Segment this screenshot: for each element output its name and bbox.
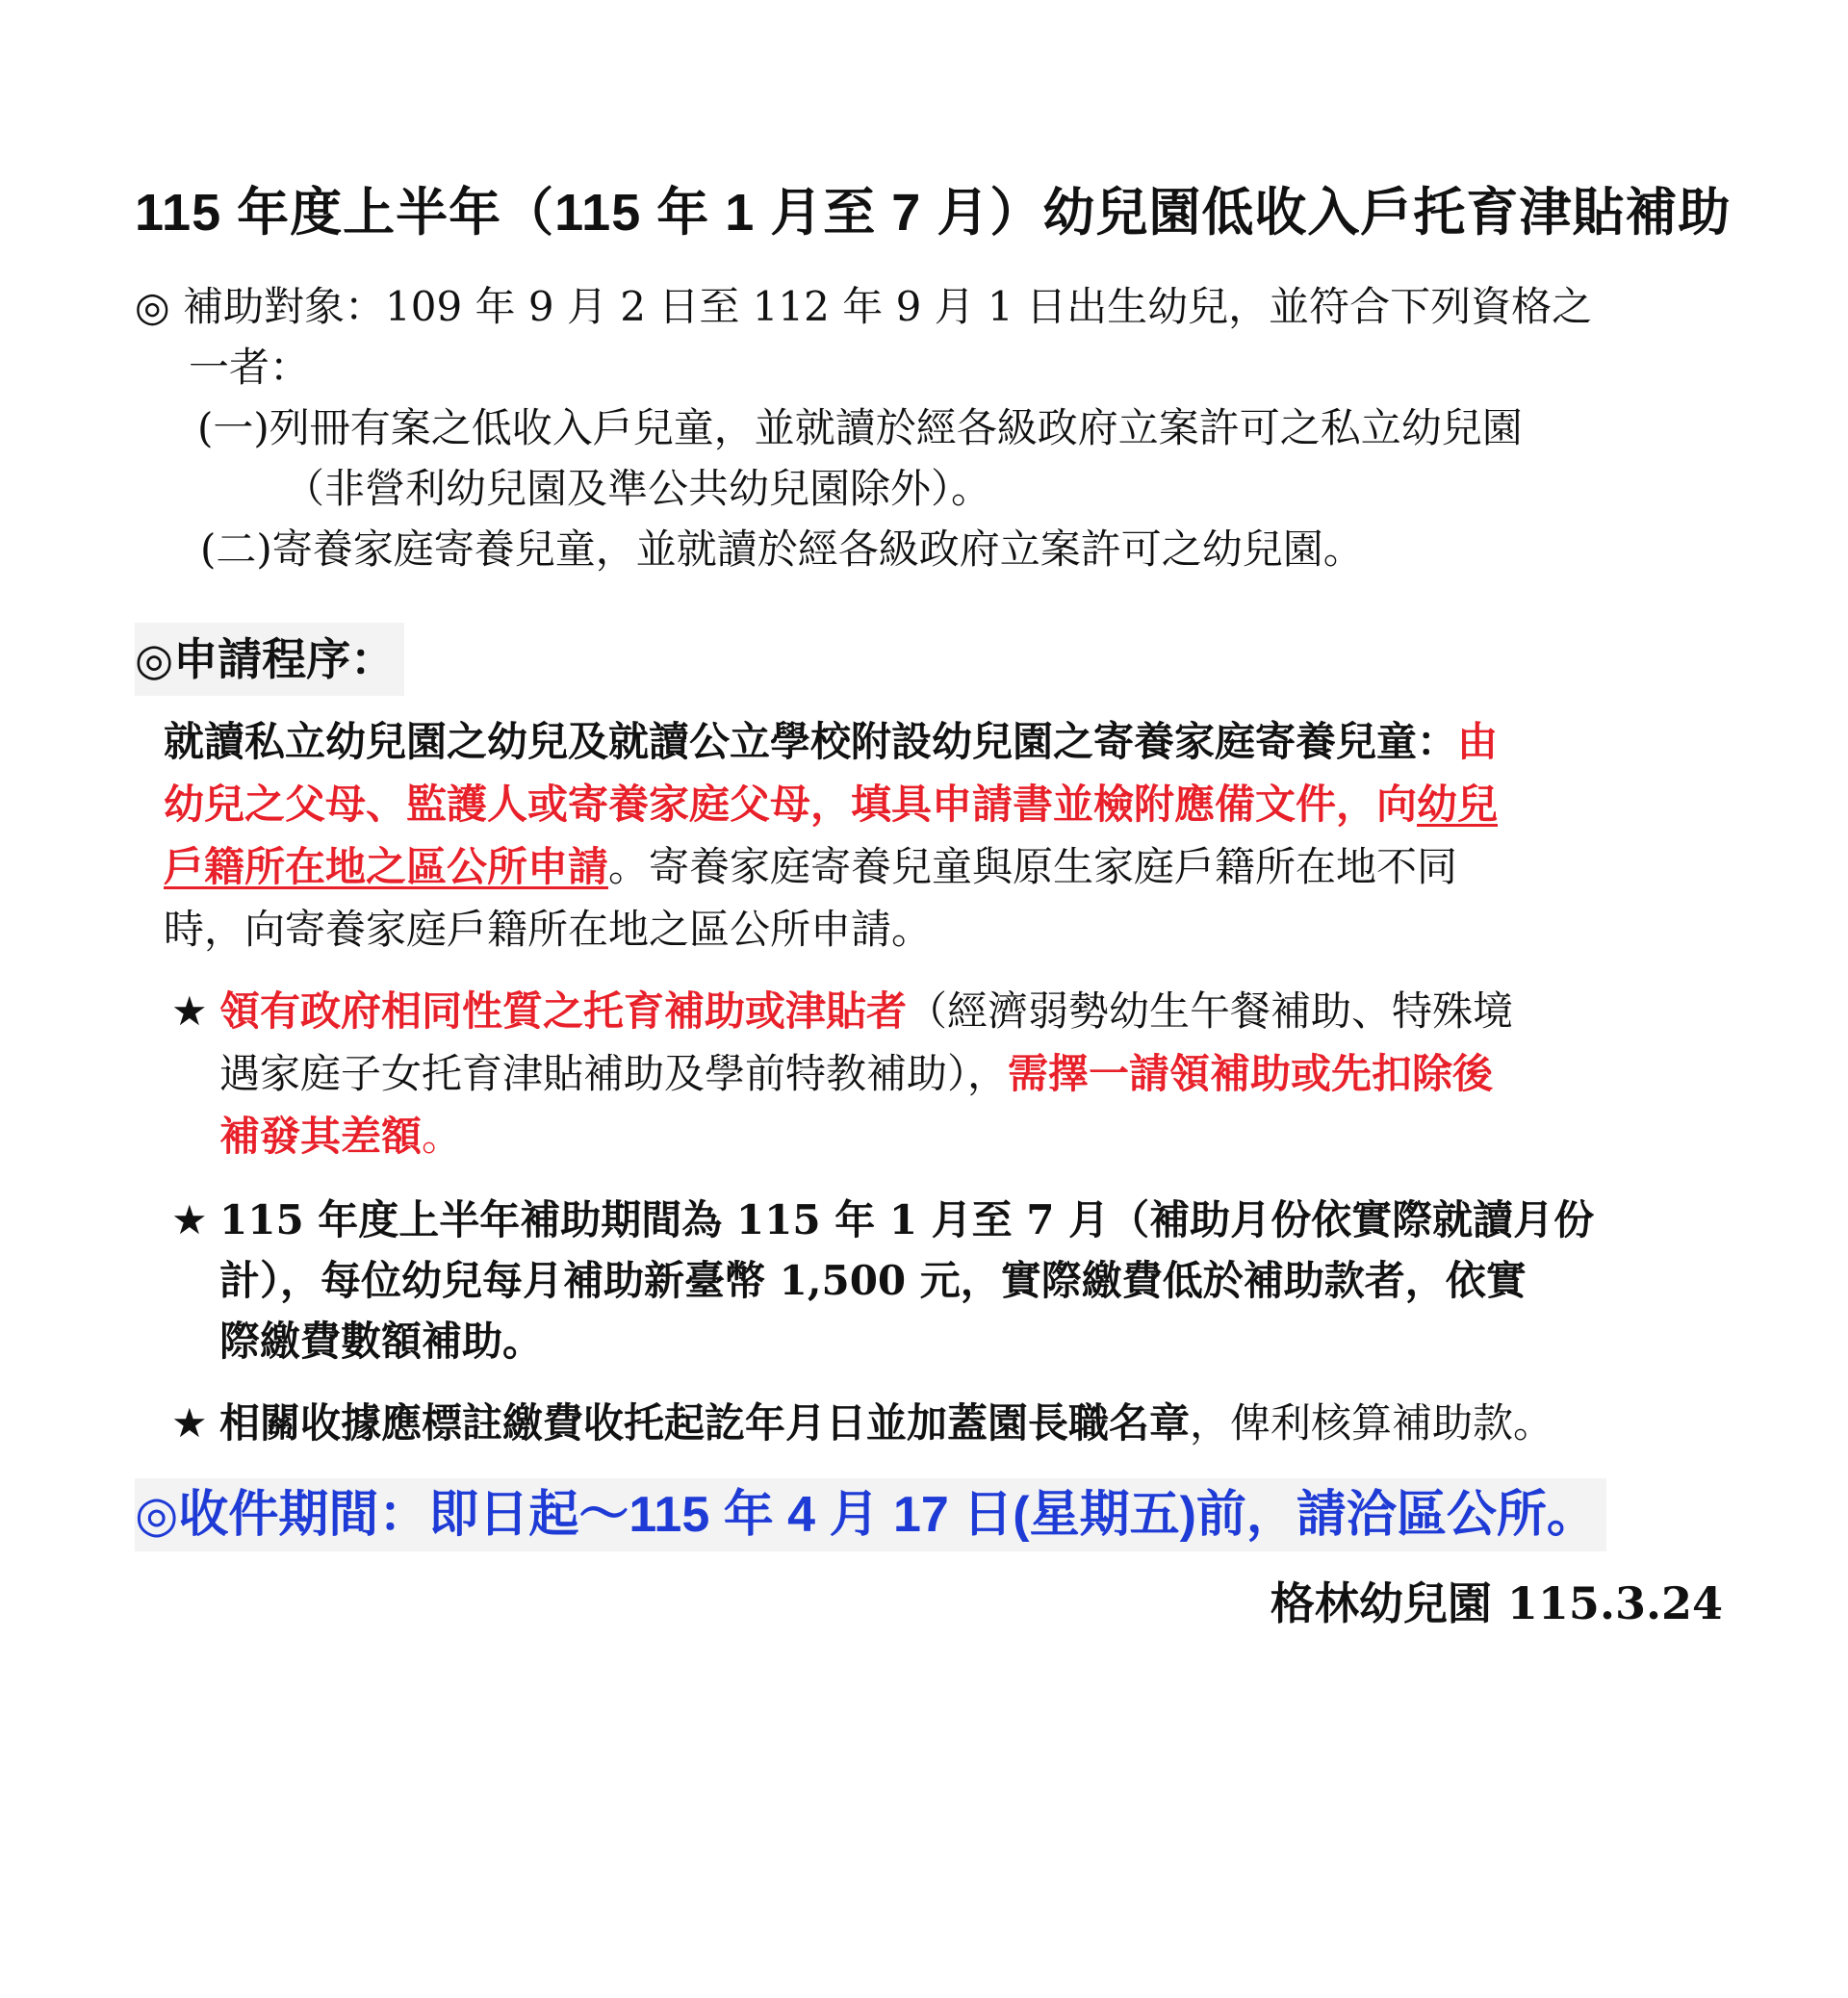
note-same-subsidy [135,981,1723,1168]
procedure-text-red: 由 [1457,719,1499,764]
eligibility-text-1: 補助對象：109 年 9 月 2 日至 112 年 9 月 1 日出生幼兒，並符合下列資格之 [183,283,1593,330]
note-receipt [135,1393,1723,1453]
note-text: 115 年度上半年補助期間為 115 年 1 月至 7 月（補助月份依實際就讀月份 [219,1196,1595,1243]
collection-period: ◎收件期間：即日起～115 年 4 月 17 日(星期五)前，請洽區公所。 [135,1478,1606,1551]
procedure-text-black: 就讀私立幼兒園之幼兒及就讀公立學校附設幼兒園之寄養家庭寄養兒童： [164,719,1458,764]
note-red-text: 需擇一請領補助或先扣除後 [1008,1051,1494,1096]
double-circle-icon: ◎ [135,284,170,329]
star-icon: ★ [171,1197,208,1242]
procedure-heading: ◎申請程序： [135,623,404,696]
signature: 格林幼兒園 115.3.24 [1270,1577,1723,1629]
note-text: （經濟弱勢幼生午餐補助、特殊境 [907,987,1514,1035]
procedure-text-red: 幼兒之父母、監護人或寄養家庭父母，填具申請書並檢附應備文件，向 [164,781,1418,827]
note-text: 遇家庭子女托育津貼補助及學前特教補助）， [219,1050,1009,1097]
procedure-text-red-underlined: 幼兒 [1417,781,1499,827]
note-text: 。 [422,1113,463,1160]
note-text: ，俾利核算補助款。 [1190,1399,1554,1447]
note-text: 際繳費數額補助。 [219,1318,544,1365]
eligibility-section [135,276,1723,579]
eligibility-item-1-cont: （非營利幼兒園及準公共幼兒園除外）。 [284,465,992,512]
eligibility-item-2: (二)寄養家庭寄養兒童，並就讀於經各級政府立案許可之幼兒園。 [200,525,1364,573]
star-icon: ★ [171,1400,208,1446]
eligibility-item-1: (一)列冊有案之低收入戶兒童，並就讀於經各級政府立案許可之私立幼兒園 [197,404,1523,451]
procedure-text-normal: 。寄養家庭寄養兒童與原生家庭戶籍所在地不同 [608,843,1458,890]
note-red-text: 補發其差額 [219,1114,423,1159]
procedure-text-red-underlined: 戶籍所在地之區公所申請 [164,844,609,889]
procedure-body [135,711,1723,960]
document-page [135,178,1732,1634]
page-title: 115 年度上半年（115 年 1 月至 7 月）幼兒園低收入戶托育津貼補助 [135,184,1732,242]
star-icon: ★ [171,988,208,1034]
eligibility-line-2: 一者： [189,344,311,391]
procedure-text-normal: 時，向寄養家庭戶籍所在地之區公所申請。 [164,906,933,953]
note-bold-text: 相關收據應標註繳費收托起訖年月日並加蓋園長職名章 [219,1399,1191,1447]
note-subsidy-period [135,1190,1723,1371]
note-text: 計），每位幼兒每月補助新臺幣 1,500 元，實際繳費低於補助款者，依實 [219,1257,1527,1304]
note-red-text: 領有政府相同性質之托育補助或津貼者 [219,988,908,1034]
eligibility-line-1 [135,276,1723,337]
